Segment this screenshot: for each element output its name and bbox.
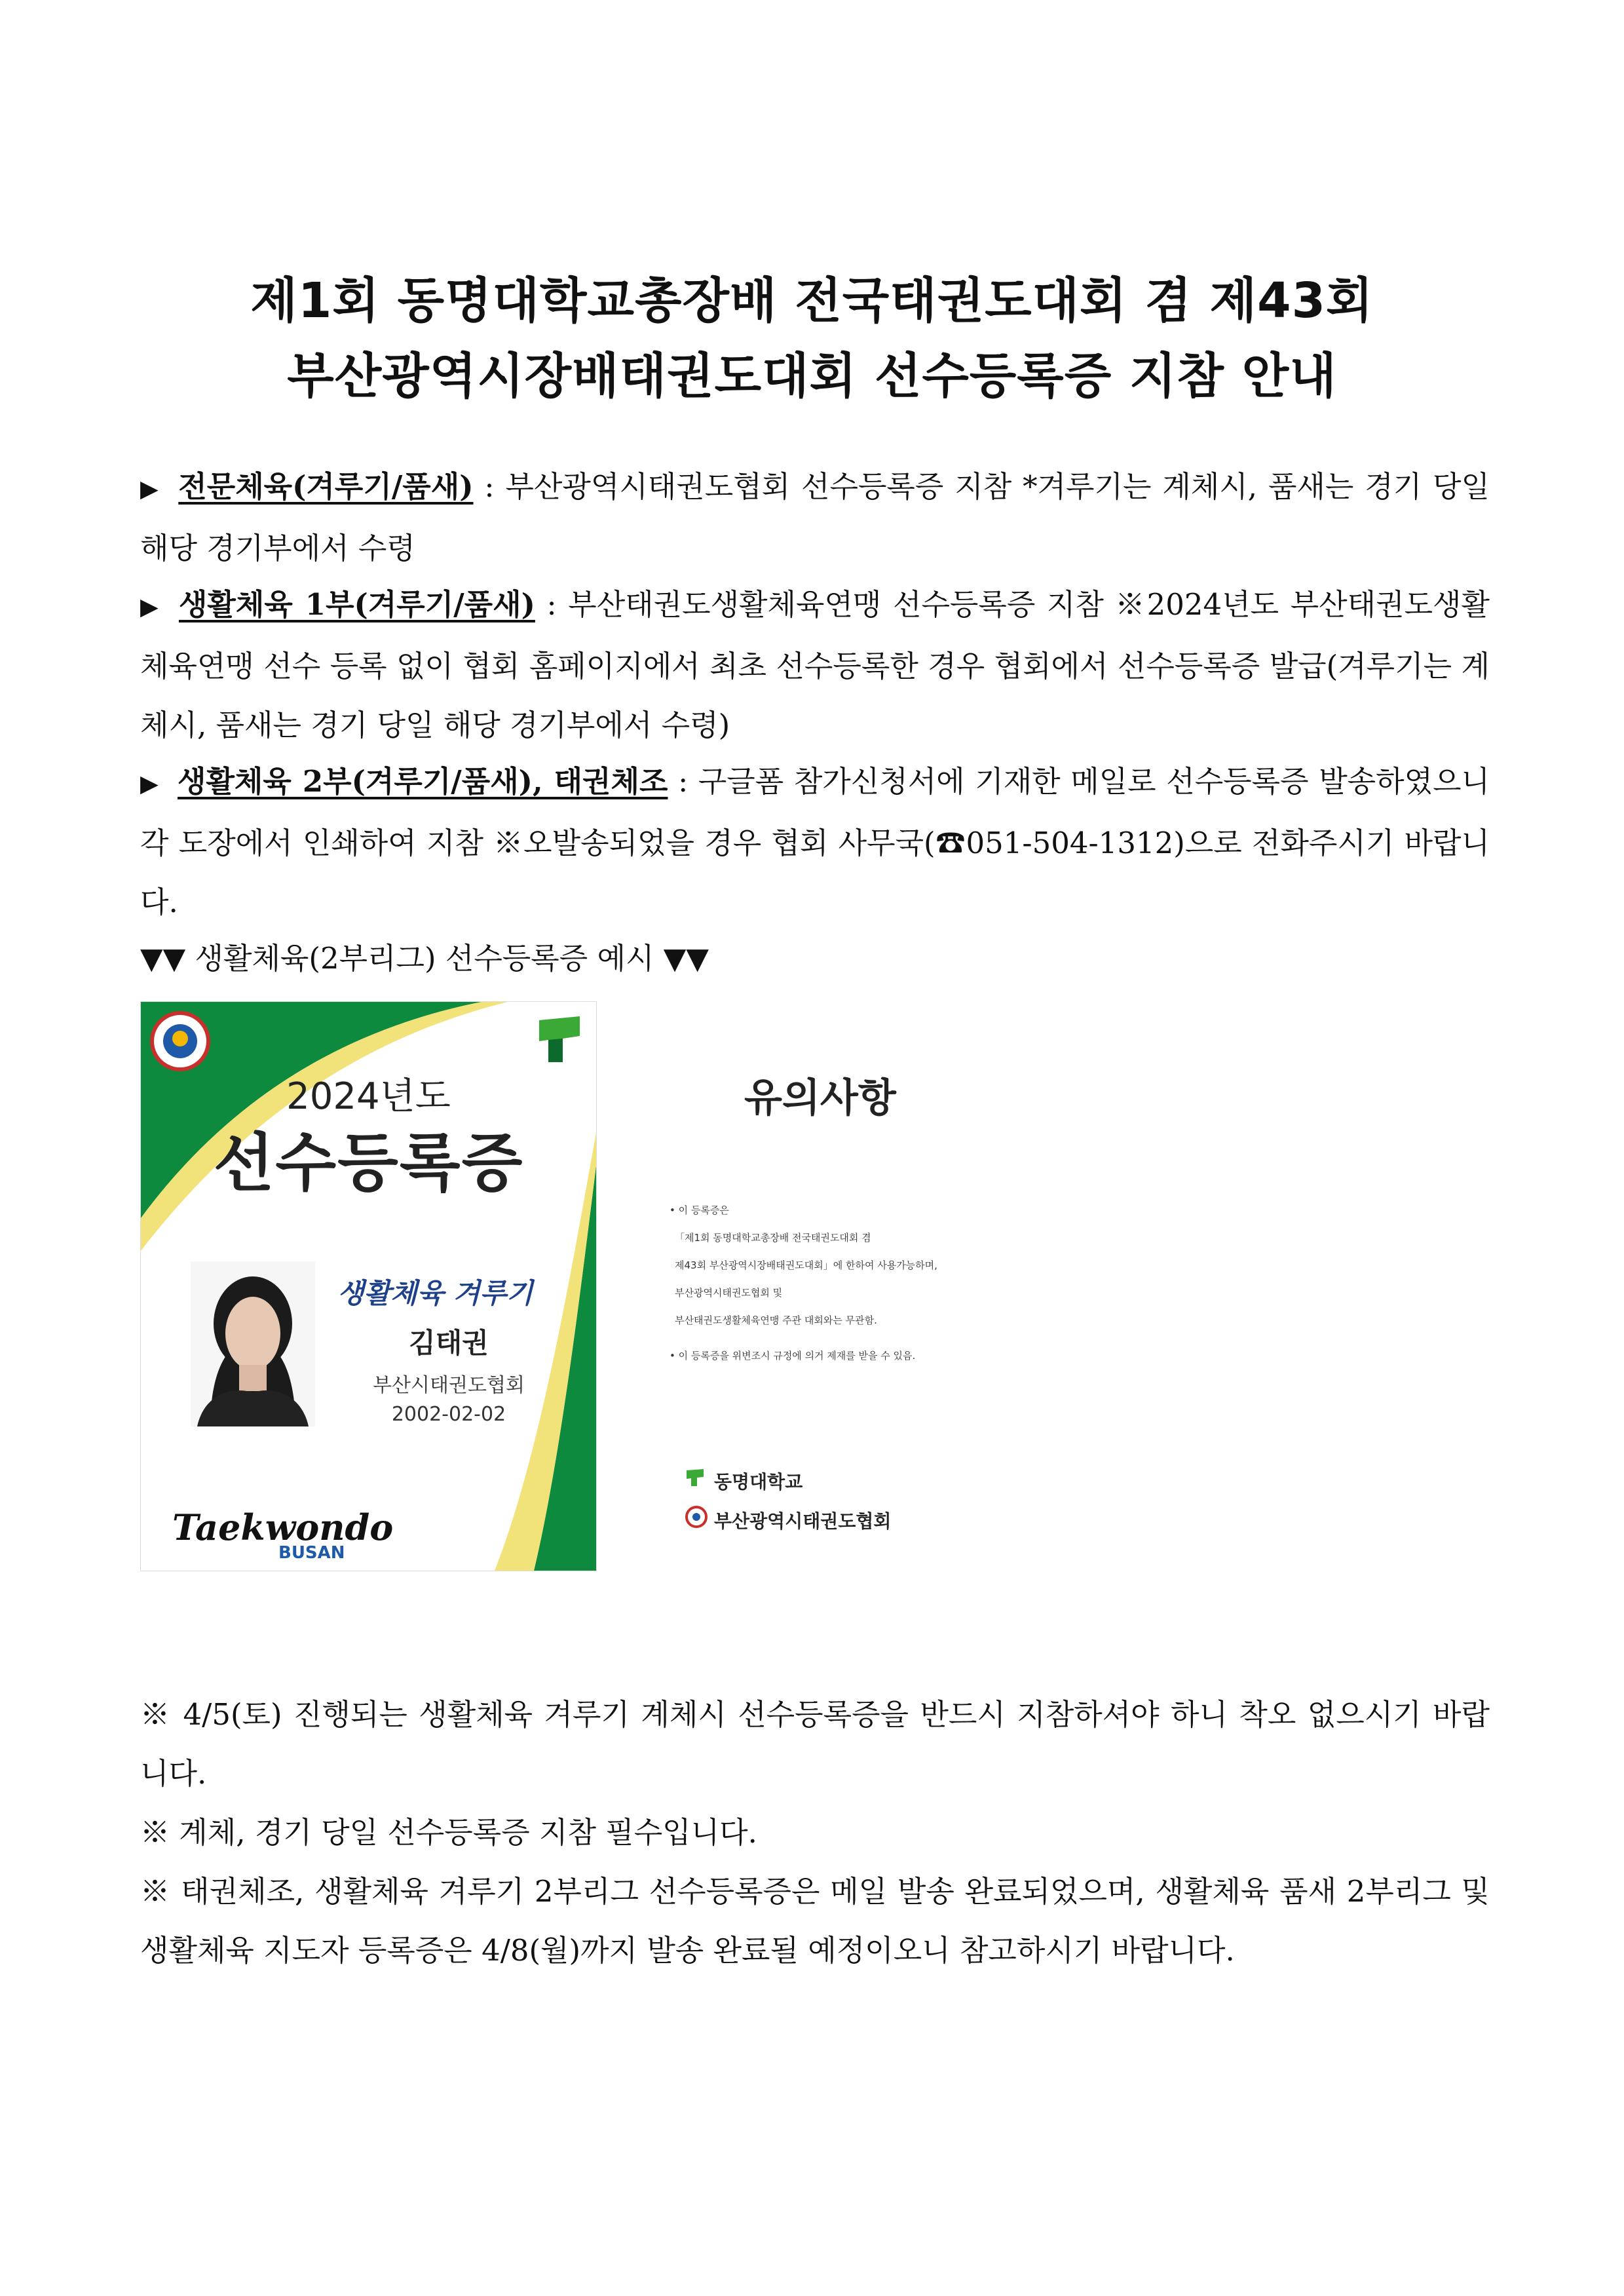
section-text: : 부산태권도생활체육연맹 선수등록증 지참 ※2024년도 부산태권도생활체육연맹 선수 등록 없이 협회 홈페이지에서 최초 선수등록한 경우 협회에서 선수등록증 발급(겨루기는 계체시, 품새는 경기 당일 해당 경기부에서 수령) <box>140 587 1490 742</box>
player-name: 김태권 <box>409 1327 489 1359</box>
dongmyung-university-logo-icon <box>534 1014 585 1065</box>
player-category: 생활체육 겨루기 <box>337 1277 533 1309</box>
triangle-bullet-icon: ▶ <box>140 476 161 503</box>
card-back-line: 부산태권도생활체육연맹 주관 대회와는 무관함. <box>675 1314 877 1326</box>
registration-card-back <box>635 1001 1081 1570</box>
busan-logo-text: BUSAN <box>278 1543 345 1563</box>
triangle-bullet-icon: ▶ <box>140 594 161 621</box>
section-life-2 <box>140 752 1490 932</box>
player-organization: 부산시태권도협회 <box>373 1374 525 1397</box>
section-text: : 구글폼 참가신청서에 기재한 메일로 선수등록증 발송하였으니 각 도장에서 인쇄하여 지참 ※오발송되었을 경우 협회 사무국(☎051-504-1312)으로 전화주시기 바랍니다. <box>140 764 1490 919</box>
card-back-line: • 이 등록증을 위변조시 규정에 의거 제재를 받을 수 있음. <box>670 1350 916 1362</box>
card-back-org-university: 동명대학교 <box>714 1471 803 1493</box>
card-back-line: 부산광역시태권도협회 및 <box>675 1287 783 1299</box>
section-label: 생활체육 1부(겨루기/품새) <box>178 587 535 622</box>
note-weigh-in: ※ 4/5(토) 진행되는 생활체육 겨루기 계체시 선수등록증을 반드시 지참하셔야 하니 착오 없으시기 바랍니다. <box>140 1697 1490 1791</box>
section-text: : 부산광역시태권도협회 선수등록증 지참 *겨루기는 계체시, 품새는 경기 당일 해당 경기부에서 수령 <box>140 469 1490 565</box>
busan-taekwondo-emblem-icon <box>685 1506 708 1528</box>
document-title-line2: 부산광역시장배태권도대회 선수등록증 지참 안내 <box>287 348 1337 404</box>
card-year: 2024년도 <box>286 1075 451 1118</box>
player-photo <box>191 1261 315 1426</box>
example-heading: ▼▼ 생활체육(2부리그) 선수등록증 예시 ▼▼ <box>140 941 709 976</box>
section-life-1 <box>140 575 1490 755</box>
note-required: ※ 계체, 경기 당일 선수등록증 지참 필수입니다. <box>140 1815 757 1850</box>
card-back-line: • 이 등록증은 <box>670 1204 729 1216</box>
player-birthdate: 2002-02-02 <box>391 1403 506 1426</box>
document-title-line1: 제1회 동명대학교총장배 전국태권도대회 겸 제43회 <box>250 273 1374 329</box>
card-back-org-association: 부산광역시태권도협회 <box>714 1510 892 1532</box>
section-professional <box>140 457 1490 578</box>
section-label: 생활체육 2부(겨루기/품새), 태권체조 <box>177 764 668 799</box>
taekwondo-logo: Taekwondo <box>172 1506 394 1548</box>
card-back-line: 제43회 부산광역시장배태권도대회」에 한하여 사용가능하며, <box>675 1259 937 1271</box>
section-label: 전문체육(겨루기/품새) <box>178 469 474 504</box>
card-back-title: 유의사항 <box>744 1075 896 1121</box>
busan-taekwondo-emblem-icon <box>150 1011 210 1071</box>
card-back-line: 「제1회 동명대학교총장배 전국태권도대회 겸 <box>675 1232 871 1244</box>
triangle-bullet-icon: ▶ <box>140 771 159 797</box>
registration-card-front <box>140 1001 597 1571</box>
note-issuance: ※ 태권체조, 생활체육 겨루기 2부리그 선수등록증은 메일 발송 완료되었으며, 생활체육 품새 2부리그 및 생활체육 지도자 등록증은 4/8(월)까지 발송 완료될 예정이오니 참고하시기 바랍니다. <box>140 1874 1490 1968</box>
card-title: 선수등록증 <box>213 1126 524 1200</box>
dongmyung-university-logo-icon <box>685 1468 705 1487</box>
